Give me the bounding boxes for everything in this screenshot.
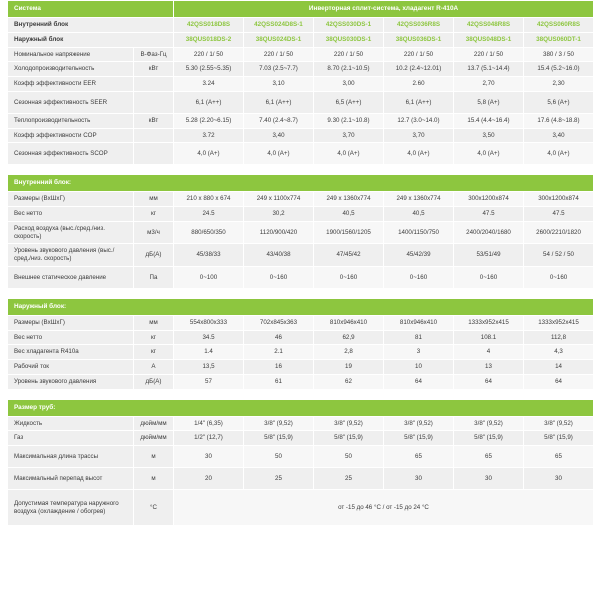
row-value: 25 <box>314 468 384 490</box>
table-row <box>8 143 594 165</box>
indoor-model-row <box>8 18 594 33</box>
table-row <box>8 446 594 468</box>
model-cell: 38QUS060DT-1 <box>524 32 594 47</box>
table-row <box>8 62 594 77</box>
model-cell: 38QUS024DS-1 <box>244 32 314 47</box>
row-value: 54 / 52 / 50 <box>524 244 594 267</box>
row-value: 0~160 <box>454 266 524 288</box>
row-unit: дБ(А) <box>134 244 174 267</box>
row-unit: Па <box>134 266 174 288</box>
row-value: 3,00 <box>314 77 384 92</box>
row-value: 65 <box>524 446 594 468</box>
row-value: 5/8" (15,9) <box>244 431 314 446</box>
section-title: Размер труб: <box>8 399 594 416</box>
row-value: 65 <box>454 446 524 468</box>
row-value: 64 <box>524 374 594 389</box>
row-value: 10.2 (2.4~12.01) <box>384 62 454 77</box>
row-value: 2,70 <box>454 77 524 92</box>
row-value: 112,8 <box>524 330 594 345</box>
row-value: 249 x 1360x774 <box>384 192 454 207</box>
row-value: 53/51/49 <box>454 244 524 267</box>
model-cell: 38QUS030DS-1 <box>314 32 384 47</box>
row-unit: м <box>134 468 174 490</box>
row-value: 3,50 <box>454 128 524 143</box>
table-row <box>8 416 594 431</box>
model-cell: 42QSS024D8S-1 <box>244 18 314 33</box>
row-value: 20 <box>174 468 244 490</box>
row-value: 62 <box>314 374 384 389</box>
row-label: Уровень звукового давления (выс./сред./низ. скорость) <box>8 244 134 267</box>
row-value: 0~160 <box>244 266 314 288</box>
row-label: Сезонная эффективность SEER <box>8 91 134 113</box>
row-value: 3 <box>384 345 454 360</box>
model-cell: 38QUS018DS-2 <box>174 32 244 47</box>
row-unit: мм <box>134 315 174 330</box>
row-value: 3/8" (9,52) <box>244 416 314 431</box>
row-unit: °C <box>134 490 174 526</box>
row-value: 2600/2210/1820 <box>524 221 594 244</box>
row-value: 2.1 <box>244 345 314 360</box>
row-value: 3,70 <box>314 128 384 143</box>
indoor-unit-table <box>7 174 594 289</box>
row-value: 5/8" (15,9) <box>524 431 594 446</box>
row-value: 19 <box>314 360 384 375</box>
row-value: 65 <box>384 446 454 468</box>
row-value: 5.28 (2.20~6.15) <box>174 113 244 128</box>
row-value: 46 <box>244 330 314 345</box>
table-row <box>8 315 594 330</box>
row-value: 45/38/33 <box>174 244 244 267</box>
row-label: Внешнее статическое давление <box>8 266 134 288</box>
main-spec-table <box>7 0 594 165</box>
table-row <box>8 91 594 113</box>
row-value: 0~160 <box>314 266 384 288</box>
model-cell: 42QSS060R8S <box>524 18 594 33</box>
row-value: 2,30 <box>524 77 594 92</box>
row-label: Размеры (ВxШxГ) <box>8 315 134 330</box>
row-label: Расход воздуха (выс./сред./низ. скорость) <box>8 221 134 244</box>
row-value: 15.4 (5.2~16.0) <box>524 62 594 77</box>
header-title: Инверторная сплит-система, хладагент R-410A <box>174 1 594 18</box>
row-value: 108.1 <box>454 330 524 345</box>
row-value: 3,70 <box>384 128 454 143</box>
model-cell: 38QUS036DS-1 <box>384 32 454 47</box>
row-value: 300x1200x874 <box>454 192 524 207</box>
row-value: 3/8" (9,52) <box>454 416 524 431</box>
model-cell: 42QSS048R8S <box>454 18 524 33</box>
table-row <box>8 221 594 244</box>
row-value: 7.03 (2.5~7.7) <box>244 62 314 77</box>
row-unit: м <box>134 446 174 468</box>
row-value: 47/45/42 <box>314 244 384 267</box>
row-value: 9.30 (2.1~10.8) <box>314 113 384 128</box>
row-value: от -15 до 46 °C / от -15 до 24 °C <box>174 490 594 526</box>
row-label: Жидкость <box>8 416 134 431</box>
outdoor-section-header <box>8 298 594 315</box>
section-title: Внутренний блок: <box>8 175 594 192</box>
row-value: 10 <box>384 360 454 375</box>
row-value: 2.60 <box>384 77 454 92</box>
row-value: 380 / 3 / 50 <box>524 47 594 62</box>
row-value: 5/8" (15,9) <box>454 431 524 446</box>
row-value: 2400/2040/1680 <box>454 221 524 244</box>
table-row <box>8 490 594 526</box>
row-value: 220 / 1/ 50 <box>384 47 454 62</box>
row-label: Уровень звукового давления <box>8 374 134 389</box>
row-value: 8.70 (2.1~10.5) <box>314 62 384 77</box>
row-label: Вес хладагента R410a <box>8 345 134 360</box>
row-value: 0~160 <box>384 266 454 288</box>
row-value: 64 <box>454 374 524 389</box>
row-value: 47.5 <box>524 207 594 222</box>
row-value: 30 <box>384 468 454 490</box>
row-value: 2,8 <box>314 345 384 360</box>
row-unit: кВт <box>134 113 174 128</box>
row-value: 6,1 (A++) <box>174 91 244 113</box>
row-value: 1/2" (12,7) <box>174 431 244 446</box>
row-value: 3,40 <box>524 128 594 143</box>
outdoor-unit-table <box>7 298 594 390</box>
row-value: 702x845x363 <box>244 315 314 330</box>
row-value: 5/8" (15,9) <box>314 431 384 446</box>
row-label: Теплопроизводительность <box>8 113 134 128</box>
outdoor-model-row <box>8 32 594 47</box>
row-value: 30 <box>174 446 244 468</box>
row-label: Номинальное напряжение <box>8 47 134 62</box>
row-value: 13.7 (5.1~14.4) <box>454 62 524 77</box>
row-value: 810x946x410 <box>314 315 384 330</box>
row-label: Рабочий ток <box>8 360 134 375</box>
row-unit: кг <box>134 207 174 222</box>
row-label: Коэфф эффективности COP <box>8 128 134 143</box>
row-unit: кг <box>134 345 174 360</box>
row-value: 249 x 1360x774 <box>314 192 384 207</box>
row-unit <box>134 128 174 143</box>
model-cell: 42QSS030DS-1 <box>314 18 384 33</box>
row-value: 220 / 1/ 50 <box>244 47 314 62</box>
model-cell: 42QSS018D8S <box>174 18 244 33</box>
row-unit: дюйм/мм <box>134 416 174 431</box>
row-value: 210 x 880 x 674 <box>174 192 244 207</box>
table-row <box>8 244 594 267</box>
table-row <box>8 431 594 446</box>
row-value: 40,5 <box>314 207 384 222</box>
row-value: 4,0 (A+) <box>454 143 524 165</box>
row-value: 57 <box>174 374 244 389</box>
row-value: 47.5 <box>454 207 524 222</box>
row-value: 880/650/350 <box>174 221 244 244</box>
row-label: Коэфф эффективности EER <box>8 77 134 92</box>
model-cell: 42QSS036R8S <box>384 18 454 33</box>
row-value: 554x800x333 <box>174 315 244 330</box>
row-value: 1/4" (6,35) <box>174 416 244 431</box>
row-value: 1.4 <box>174 345 244 360</box>
table-row <box>8 374 594 389</box>
row-unit: В-Фаз-Гц <box>134 47 174 62</box>
row-value: 61 <box>244 374 314 389</box>
row-label: Максимальная длина трассы <box>8 446 134 468</box>
row-value: 5,8 (A+) <box>454 91 524 113</box>
row-value: 3,40 <box>244 128 314 143</box>
row-value: 81 <box>384 330 454 345</box>
table-row <box>8 266 594 288</box>
row-value: 30,2 <box>244 207 314 222</box>
table-row <box>8 330 594 345</box>
row-value: 6,1 (A++) <box>384 91 454 113</box>
row-value: 3.72 <box>174 128 244 143</box>
row-value: 15.4 (4.4~16.4) <box>454 113 524 128</box>
row-unit: дюйм/мм <box>134 431 174 446</box>
row-value: 30 <box>454 468 524 490</box>
row-value: 24.5 <box>174 207 244 222</box>
pipe-size-table <box>7 399 594 527</box>
row-value: 4,3 <box>524 345 594 360</box>
row-value: 16 <box>244 360 314 375</box>
row-value: 810x946x410 <box>384 315 454 330</box>
row-value: 4 <box>454 345 524 360</box>
row-label: Сезонная эффективность SCOP <box>8 143 134 165</box>
row-value: 34.5 <box>174 330 244 345</box>
row-unit: мм <box>134 192 174 207</box>
outdoor-unit-label: Наружный блок <box>8 32 174 47</box>
table-row <box>8 113 594 128</box>
row-unit: кг <box>134 330 174 345</box>
row-value: 5/8" (15,9) <box>384 431 454 446</box>
system-label: Система <box>8 1 174 18</box>
row-value: 0~100 <box>174 266 244 288</box>
row-value: 4,0 (A+) <box>524 143 594 165</box>
row-value: 13,5 <box>174 360 244 375</box>
table-row <box>8 360 594 375</box>
row-value: 4,0 (A+) <box>244 143 314 165</box>
table-row <box>8 128 594 143</box>
table-row <box>8 192 594 207</box>
row-value: 4,0 (A+) <box>314 143 384 165</box>
row-value: 1120/900/420 <box>244 221 314 244</box>
row-value: 3/8" (9,52) <box>524 416 594 431</box>
row-value: 3.24 <box>174 77 244 92</box>
row-value: 3/8" (9,52) <box>314 416 384 431</box>
row-value: 6,5 (A++) <box>314 91 384 113</box>
row-value: 220 / 1/ 50 <box>454 47 524 62</box>
section-title: Наружный блок: <box>8 298 594 315</box>
indoor-section-header <box>8 175 594 192</box>
row-value: 1333x952x415 <box>454 315 524 330</box>
row-value: 40,5 <box>384 207 454 222</box>
row-unit: м3/ч <box>134 221 174 244</box>
row-unit: кВт <box>134 62 174 77</box>
row-unit <box>134 91 174 113</box>
row-unit: дБ(А) <box>134 374 174 389</box>
row-value: 17.6 (4.8~18.8) <box>524 113 594 128</box>
row-value: 220 / 1/ 50 <box>174 47 244 62</box>
table-header-row <box>8 1 594 18</box>
row-value: 1900/1560/1205 <box>314 221 384 244</box>
indoor-unit-label: Внутренний блок <box>8 18 174 33</box>
table-row <box>8 207 594 222</box>
row-value: 1400/1150/750 <box>384 221 454 244</box>
row-value: 3/8" (9,52) <box>384 416 454 431</box>
row-value: 12.7 (3.0~14.0) <box>384 113 454 128</box>
row-unit: А <box>134 360 174 375</box>
row-value: 249 x 1100x774 <box>244 192 314 207</box>
table-row <box>8 468 594 490</box>
row-value: 0~160 <box>524 266 594 288</box>
row-value: 4,0 (A+) <box>384 143 454 165</box>
table-row <box>8 47 594 62</box>
table-row <box>8 77 594 92</box>
row-value: 14 <box>524 360 594 375</box>
row-label: Размеры (ВxШxГ) <box>8 192 134 207</box>
row-value: 30 <box>524 468 594 490</box>
row-value: 4,0 (A+) <box>174 143 244 165</box>
row-value: 25 <box>244 468 314 490</box>
row-label: Вес нетто <box>8 207 134 222</box>
table-row <box>8 345 594 360</box>
row-value: 62,9 <box>314 330 384 345</box>
row-value: 50 <box>244 446 314 468</box>
pipes-section-header <box>8 399 594 416</box>
row-value: 220 / 1/ 50 <box>314 47 384 62</box>
row-label: Допустимая температура наружного воздуха (охлаждение / обогрев) <box>8 490 134 526</box>
row-value: 1333x952x415 <box>524 315 594 330</box>
row-value: 300x1200x874 <box>524 192 594 207</box>
row-value: 43/40/38 <box>244 244 314 267</box>
row-unit <box>134 143 174 165</box>
row-unit <box>134 77 174 92</box>
row-label: Вес нетто <box>8 330 134 345</box>
row-value: 13 <box>454 360 524 375</box>
row-label: Холодопроизводительность <box>8 62 134 77</box>
model-cell: 38QUS048DS-1 <box>454 32 524 47</box>
row-label: Газ <box>8 431 134 446</box>
row-value: 5,6 (A+) <box>524 91 594 113</box>
row-value: 7.40 (2.4~8.7) <box>244 113 314 128</box>
row-value: 5.30 (2.55~5.35) <box>174 62 244 77</box>
row-value: 50 <box>314 446 384 468</box>
row-label: Максимальный перепад высот <box>8 468 134 490</box>
row-value: 64 <box>384 374 454 389</box>
row-value: 45/42/39 <box>384 244 454 267</box>
row-value: 3,10 <box>244 77 314 92</box>
row-value: 6,1 (A++) <box>244 91 314 113</box>
